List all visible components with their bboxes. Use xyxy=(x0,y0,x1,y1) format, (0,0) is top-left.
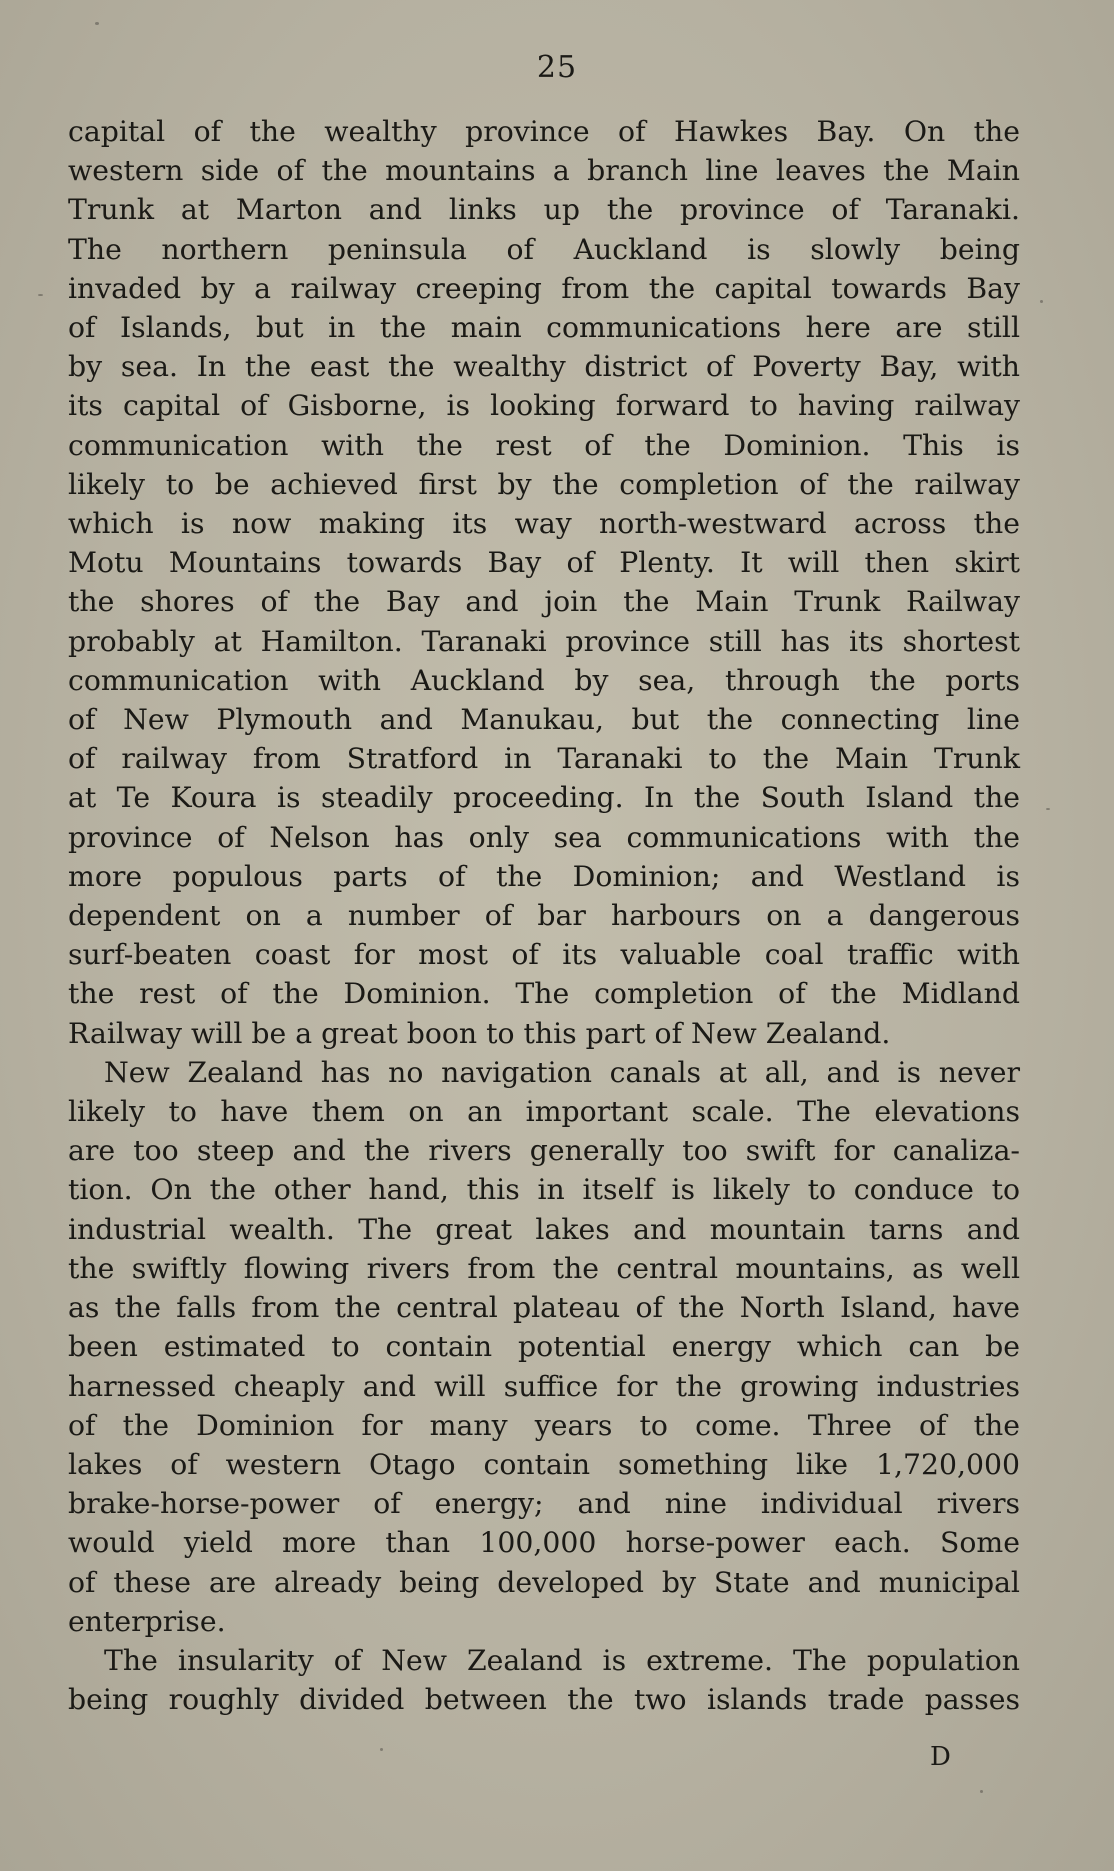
text-line: surf-beaten coast for most of its valuable coal traffic with xyxy=(68,938,1020,972)
text-line: the swiftly flowing rivers from the central mountains, as well xyxy=(68,1251,1020,1285)
signature-mark: D xyxy=(930,1742,952,1772)
paper-speck xyxy=(980,1790,983,1793)
text-line: been estimated to contain potential energy which can be xyxy=(68,1330,1020,1364)
text-line: as the falls from the central plateau of the North Island, have xyxy=(68,1291,1020,1325)
text-line: invaded by a railway creeping from the capital towards Bay xyxy=(68,271,1020,305)
text-line: of New Plymouth and Manukau, but the connecting line xyxy=(68,703,1020,737)
text-line: of the Dominion for many years to come. Three of the xyxy=(68,1408,1020,1442)
text-line: likely to be achieved first by the completion of the railway xyxy=(68,467,1020,501)
text-line: the rest of the Dominion. The completion of the Midland xyxy=(68,977,1020,1011)
text-line: western side of the mountains a branch line leaves the Main xyxy=(68,154,1020,188)
text-line: Motu Mountains towards Bay of Plenty. It will then skirt xyxy=(68,546,1020,580)
text-line: Trunk at Marton and links up the province of Taranaki. xyxy=(68,193,1020,227)
text-line: being roughly divided between the two islands trade passes xyxy=(68,1683,1020,1717)
text-line: industrial wealth. The great lakes and mountain tarns and xyxy=(68,1212,1020,1246)
body-text xyxy=(68,112,1020,1719)
paper-speck xyxy=(1046,808,1050,810)
text-line: The northern peninsula of Auckland is slowly being xyxy=(68,232,1020,266)
text-line: tion. On the other hand, this in itself is likely to conduce to xyxy=(68,1173,1020,1207)
text-line: brake-horse-power of energy; and nine individual rivers xyxy=(68,1487,1020,1521)
text-line: are too steep and the rivers generally too swift for canaliza- xyxy=(68,1134,1020,1168)
text-line: at Te Koura is steadily proceeding. In the South Island the xyxy=(68,781,1020,815)
text-line: of railway from Stratford in Taranaki to the Main Trunk xyxy=(68,742,1020,776)
paper-speck xyxy=(95,22,99,25)
text-line: would yield more than 100,000 horse-power each. Some xyxy=(68,1526,1020,1560)
text-line: the shores of the Bay and join the Main Trunk Railway xyxy=(68,585,1020,619)
text-line: dependent on a number of bar harbours on a dangerous xyxy=(68,899,1020,933)
paper-speck xyxy=(1040,300,1043,303)
text-line: enterprise. xyxy=(68,1604,226,1638)
text-line: capital of the wealthy province of Hawkes Bay. On the xyxy=(68,115,1020,148)
paper-speck xyxy=(380,1748,383,1751)
text-line: of these are already being developed by State and municipal xyxy=(68,1565,1020,1599)
text-line: lakes of western Otago contain something like 1,720,000 xyxy=(68,1447,1020,1481)
text-line: harnessed cheaply and will suffice for the growing industries xyxy=(68,1369,1020,1403)
page-number: 25 xyxy=(536,50,578,85)
text-line: which is now making its way north-westward across the xyxy=(68,507,1020,541)
text-line: New Zealand has no navigation canals at all, and is never xyxy=(104,1055,1020,1089)
text-line: communication with the rest of the Dominion. This is xyxy=(68,428,1020,462)
text-line: by sea. In the east the wealthy district of Poverty Bay, with xyxy=(68,350,1020,384)
text-line: likely to have them on an important scale. The elevations xyxy=(68,1095,1020,1129)
text-line: Railway will be a great boon to this part of New Zealand. xyxy=(68,1016,891,1050)
text-line: province of Nelson has only sea communications with the xyxy=(68,820,1020,854)
paper-speck xyxy=(38,294,43,296)
text-line: more populous parts of the Dominion; and Westland is xyxy=(68,859,1020,893)
text-line: The insularity of New Zealand is extreme. The population xyxy=(104,1643,1020,1677)
text-line: its capital of Gisborne, is looking forward to having railway xyxy=(68,389,1020,423)
text-line: probably at Hamilton. Taranaki province still has its shortest xyxy=(68,624,1020,658)
text-line: of Islands, but in the main communications here are still xyxy=(68,311,1020,345)
text-line: communication with Auckland by sea, through the ports xyxy=(68,663,1020,697)
